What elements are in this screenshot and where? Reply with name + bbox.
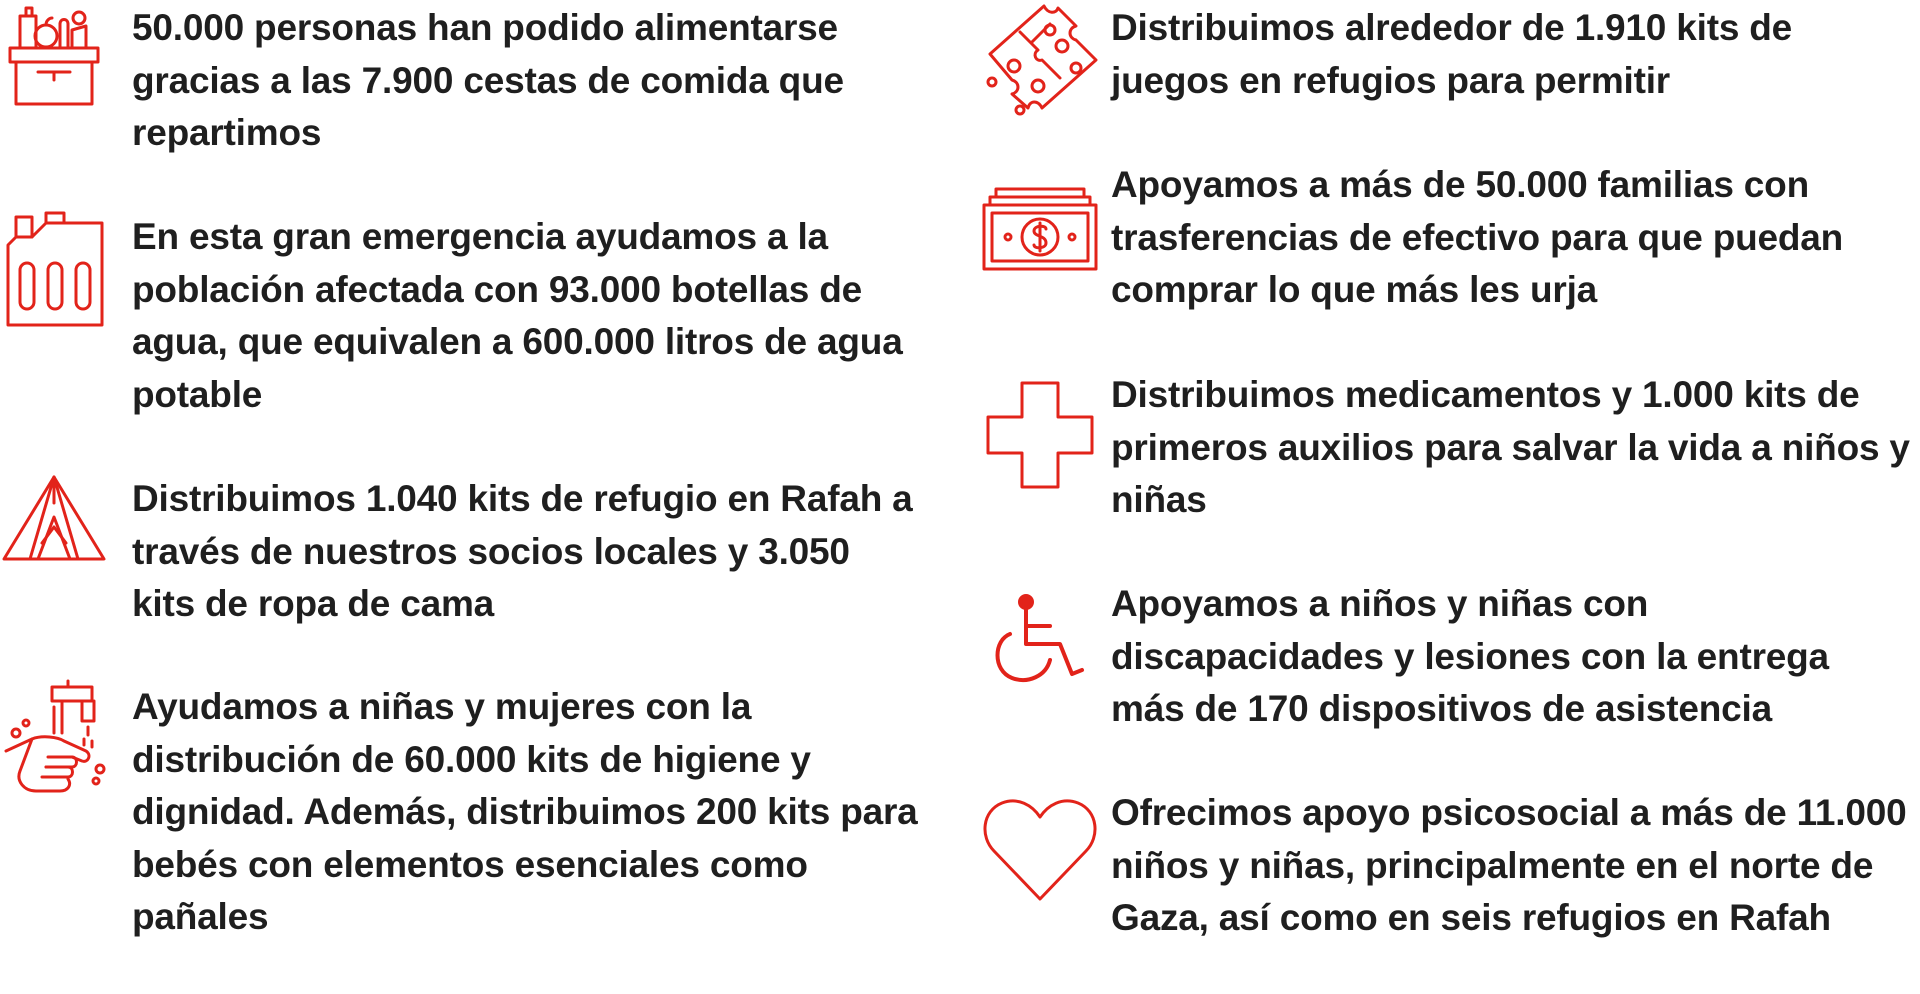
stat-text: Ofrecimos apoyo psicosocial a más de 11.000 niños y niñas, principalmente en el norte de Gaza, así como en seis refugios en Rafah [1111, 792, 1907, 938]
wheelchair-icon [980, 578, 1100, 698]
stat-item-games [980, 2, 1911, 120]
stat-text: 50.000 personas han podido alimentarse gracias a las 7.900 cestas de comida que repartimos [132, 7, 844, 153]
stat-item-hygiene [2, 681, 922, 944]
stat-item-cash [980, 159, 1911, 317]
stat-item-shelter [2, 473, 922, 631]
stat-item-water [2, 211, 922, 421]
stat-text: Distribuimos 1.040 kits de refugio en Rafah a través de nuestros socios locales y 3.050 kits de ropa de cama [132, 478, 913, 624]
stat-item-psycho [980, 787, 1911, 945]
water-jerrycan-icon [2, 211, 106, 329]
tent-icon [2, 473, 106, 563]
stat-text: Ayudamos a niñas y mujeres con la distribución de 60.000 kits de higiene y dignidad. Además, distribuimos 200 kits para bebés con elementos esenciales como pañales [132, 686, 918, 937]
heart-icon [980, 787, 1100, 907]
stat-text: Distribuimos medicamentos y 1.000 kits de primeros auxilios para salvar la vida a niños y niñas [1111, 374, 1910, 520]
puzzle-icon [980, 2, 1100, 120]
handwashing-icon [2, 681, 106, 799]
stat-item-food [2, 2, 922, 160]
stat-item-disability [980, 578, 1911, 736]
stat-text: Distribuimos alrededor de 1.910 kits de juegos en refugios para permitir [1111, 7, 1793, 101]
medical-cross-icon [980, 369, 1100, 499]
food-basket-icon [2, 2, 106, 106]
stat-item-medicine [980, 369, 1911, 527]
stat-text: Apoyamos a más de 50.000 familias con trasferencias de efectivo para que puedan comprar lo que más les urja [1111, 164, 1844, 310]
stat-text: Apoyamos a niños y niñas con discapacidades y lesiones con la entrega más de 170 dispositivos de asistencia [1111, 583, 1829, 729]
cash-icon [980, 159, 1100, 279]
stat-text: En esta gran emergencia ayudamos a la población afectada con 93.000 botellas de agua, que equivalen a 600.000 litros de agua potable [132, 216, 903, 415]
